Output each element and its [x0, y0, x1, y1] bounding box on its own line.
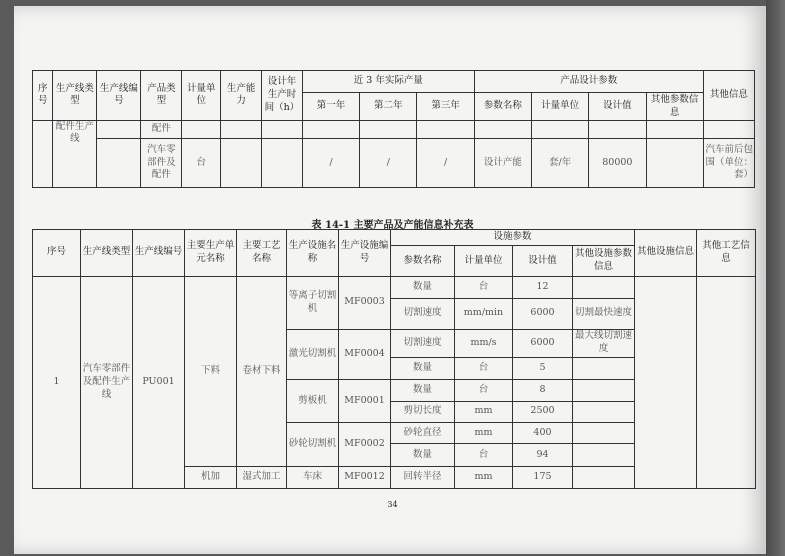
param-value: 2500 — [513, 401, 573, 422]
param-name: 数量 — [391, 276, 455, 298]
param-other — [573, 380, 635, 401]
facility-name: 剪板机 — [287, 380, 339, 423]
param-name: 数量 — [391, 444, 455, 466]
param-value: 6000 — [513, 329, 573, 357]
header-facility-name: 生产设施名称 — [287, 230, 339, 277]
cell-year3: / — [417, 138, 474, 187]
header-design-hours: 设计年生产时间（h） — [262, 71, 303, 121]
header-line-type: 生产线类型 — [53, 71, 97, 121]
cell-product-type-2: 汽车零部件及配件 — [141, 138, 182, 187]
facility-no: MF0004 — [339, 329, 391, 380]
param-value: 5 — [513, 357, 573, 379]
param-other — [573, 466, 635, 488]
param-name: 数量 — [391, 357, 455, 379]
param-value: 94 — [513, 444, 573, 466]
cell-line-no-2 — [97, 138, 141, 187]
header-main-unit: 主要生产单元名称 — [185, 230, 237, 277]
header-param-name: 参数名称 — [474, 93, 531, 120]
cell-other-facility-info — [635, 276, 697, 488]
cell-empty — [182, 120, 221, 138]
table-caption: 表 14-1 主要产品及产能信息补充表 — [311, 220, 474, 231]
cell-empty — [262, 120, 303, 138]
param-other — [573, 422, 635, 443]
header-other-info: 其他信息 — [703, 71, 754, 121]
product-info-table-top — [32, 70, 755, 188]
header-design-params: 产品设计参数 — [474, 71, 703, 93]
param-other — [573, 401, 635, 422]
header-facility-params: 设施参数 — [391, 230, 635, 246]
facility-info-table — [32, 229, 756, 489]
cell-design-hours — [262, 138, 303, 187]
cell-design-value: 80000 — [589, 138, 646, 187]
param-other — [573, 357, 635, 379]
header-design-value: 设计值 — [589, 93, 646, 120]
header-design-value: 设计值 — [513, 246, 573, 276]
cell-other-params — [646, 138, 703, 187]
param-value: 8 — [513, 380, 573, 401]
param-unit: 台 — [455, 444, 513, 466]
header-product-type: 产品类型 — [141, 71, 182, 121]
cell-process-coil: 卷材下料 — [237, 276, 287, 466]
header-other-facility-info: 其他设施信息 — [635, 230, 697, 277]
param-unit: mm — [455, 466, 513, 488]
cell-capacity — [221, 138, 262, 187]
cell-year2: / — [360, 138, 417, 187]
cell-empty — [417, 120, 474, 138]
cell-process-wet: 湿式加工 — [237, 466, 287, 488]
cell-empty — [221, 120, 262, 138]
facility-name: 砂轮切割机 — [287, 422, 339, 466]
page-number: 34 — [387, 500, 398, 509]
facility-name: 车床 — [287, 466, 339, 488]
param-unit: mm/s — [455, 329, 513, 357]
param-unit: mm — [455, 422, 513, 443]
header-param-name: 参数名称 — [391, 246, 455, 276]
cell-seq: 1 — [33, 276, 81, 488]
param-name: 剪切长度 — [391, 401, 455, 422]
facility-no: MF0003 — [339, 276, 391, 329]
scanner-edge — [766, 0, 785, 556]
param-unit: 台 — [455, 357, 513, 379]
facility-no: MF0002 — [339, 422, 391, 466]
header-capacity: 生产能力 — [221, 71, 262, 121]
param-value: 175 — [513, 466, 573, 488]
cell-line-type: 配件生产线 — [53, 120, 97, 187]
param-unit: 台 — [455, 380, 513, 401]
param-unit: 台 — [455, 276, 513, 298]
header-seq: 序号 — [33, 230, 81, 277]
header-line-type: 生产线类型 — [81, 230, 133, 277]
param-other: 最大线切割速度 — [573, 329, 635, 357]
cell-other-process-info — [697, 276, 756, 488]
param-name: 砂轮直径 — [391, 422, 455, 443]
header-line-no: 生产线编号 — [133, 230, 185, 277]
param-name: 切割速度 — [391, 329, 455, 357]
param-unit: mm/min — [455, 299, 513, 329]
param-other: 切割最快速度 — [573, 299, 635, 329]
param-name: 数量 — [391, 380, 455, 401]
param-unit: mm — [455, 401, 513, 422]
param-other — [573, 276, 635, 298]
cell-other-info: 汽车前后包围（单位：套） — [703, 138, 754, 187]
cell-param-name: 设计产能 — [474, 138, 531, 187]
cell-line-no: PU001 — [133, 276, 185, 488]
cell-unit: 台 — [182, 138, 221, 187]
header-year3: 第三年 — [417, 93, 474, 120]
param-other — [573, 444, 635, 466]
param-value: 400 — [513, 422, 573, 443]
header-other-params: 其他参数信息 — [646, 93, 703, 120]
header-other-process-info: 其他工艺信息 — [697, 230, 756, 277]
header-unit: 计量单位 — [182, 71, 221, 121]
param-value: 12 — [513, 276, 573, 298]
header-year2: 第二年 — [360, 93, 417, 120]
cell-unit-machining: 机加 — [185, 466, 237, 488]
cell-empty — [589, 120, 646, 138]
facility-no: MF0012 — [339, 466, 391, 488]
param-name: 切割速度 — [391, 299, 455, 329]
cell-empty — [474, 120, 531, 138]
cell-param-unit: 套/年 — [531, 138, 588, 187]
cell-product-type-1: 配件 — [141, 120, 182, 138]
param-name: 回转半径 — [391, 466, 455, 488]
facility-name: 激光切割机 — [287, 329, 339, 380]
cell-year1: / — [302, 138, 359, 187]
cell-empty — [302, 120, 359, 138]
cell-line-no — [97, 120, 141, 138]
header-recent-output: 近 3 年实际产量 — [302, 71, 474, 93]
cell-empty — [646, 120, 703, 138]
facility-no: MF0001 — [339, 380, 391, 423]
param-value: 6000 — [513, 299, 573, 329]
header-seq: 序号 — [33, 71, 53, 121]
cell-line-type: 汽车零部件及配件生产线 — [81, 276, 133, 488]
header-facility-no: 生产设施编号 — [339, 230, 391, 277]
header-year1: 第一年 — [302, 93, 359, 120]
cell-seq — [33, 120, 53, 187]
header-main-process: 主要工艺名称 — [237, 230, 287, 277]
facility-name: 等离子切割机 — [287, 276, 339, 329]
cell-empty — [360, 120, 417, 138]
cell-empty — [703, 120, 754, 138]
header-param-unit: 计量单位 — [455, 246, 513, 276]
header-line-no: 生产线编号 — [97, 71, 141, 121]
header-param-unit: 计量单位 — [531, 93, 588, 120]
cell-unit-cutting: 下料 — [185, 276, 237, 466]
cell-empty — [531, 120, 588, 138]
header-other-facility-params: 其他设施参数信息 — [573, 246, 635, 276]
